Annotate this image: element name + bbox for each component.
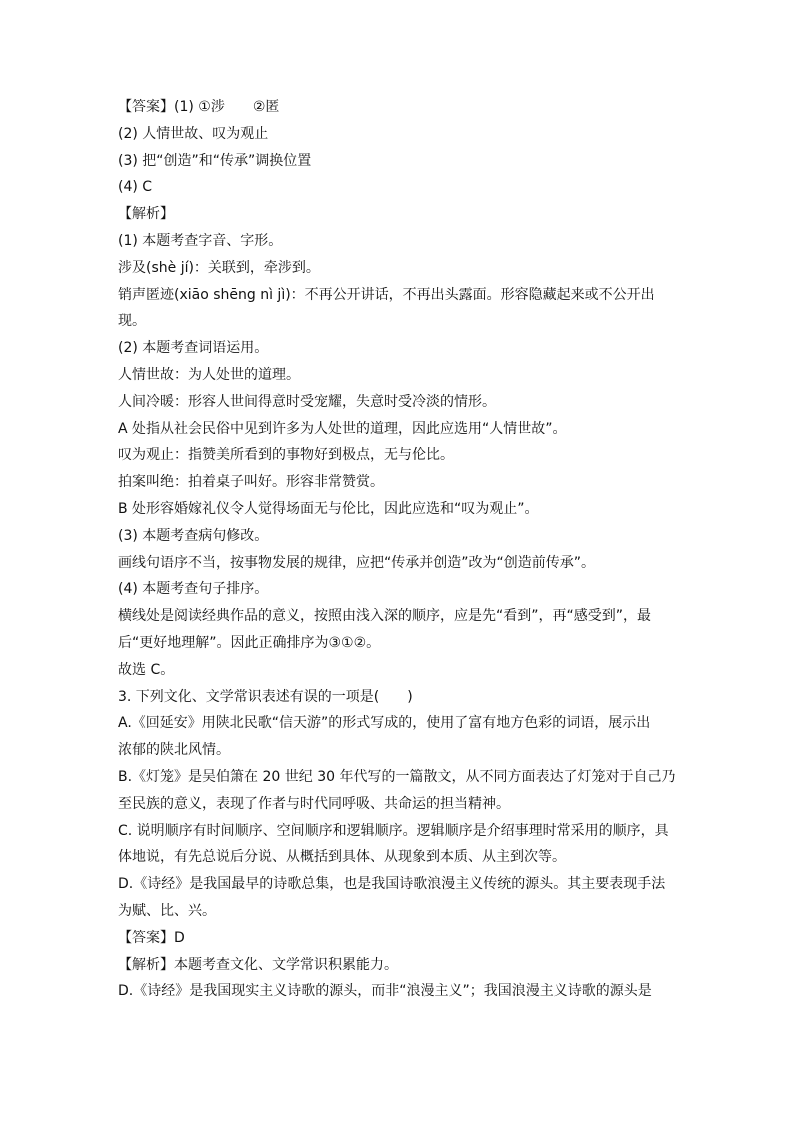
- text-line: 体地说，有先总说后分说、从概括到具体、从现象到本质、从主到次等。: [118, 849, 566, 866]
- document-body: [118, 94, 674, 1005]
- text-line: D.《诗经》是我国最早的诗歌总集，也是我国诗歌浪漫主义传统的源头。其主要表现手法: [118, 876, 666, 893]
- text-line: (3) 本题考查病句修改。: [118, 527, 269, 544]
- text-line: (4) C: [118, 179, 153, 196]
- text-line: 【答案】D: [118, 929, 185, 946]
- text-line: (2) 人情世故、叹为观止: [118, 125, 269, 142]
- text-line: 人间冷暖：形容人世间得意时受宠耀，失意时受冷淡的情形。: [118, 393, 496, 410]
- text-line: 【解析】: [118, 206, 174, 223]
- text-line: 后“更好地理解”。因此正确排序为③①②。: [118, 634, 381, 651]
- text-line: D.《诗经》是我国现实主义诗歌的源头，而非“浪漫主义”；我国浪漫主义诗歌的源头是: [118, 983, 652, 1000]
- text-line: 故选 C。: [118, 661, 175, 678]
- text-line: (1) 本题考查字音、字形。: [118, 232, 283, 249]
- text-line: 横线处是阅读经典作品的意义，按照由浅入深的顺序，应是先“看到”，再“感受到”，最: [118, 608, 652, 625]
- text-line: 叹为观止：指赞美所看到的事物好到极点，无与伦比。: [118, 447, 454, 464]
- text-line: 涉及(shè jí)：关联到，牵涉到。: [118, 259, 320, 276]
- text-line: 拍案叫绝：拍着桌子叫好。形容非常赞赏。: [118, 474, 384, 491]
- text-line: (4) 本题考查句子排序。: [118, 581, 269, 598]
- text-line: 人情世故：为人处世的道理。: [118, 366, 300, 383]
- text-line: 【答案】(1) ①涉 ②匿: [118, 99, 280, 115]
- text-line: A 处指从社会民俗中见到许多为人处世的道理，因此应选用“人情世故”。: [118, 420, 567, 437]
- text-line: (3) 把“创造”和“传承”调换位置: [118, 152, 312, 169]
- text-line: C. 说明顺序有时间顺序、空间顺序和逻辑顺序。逻辑顺序是介绍事理时常采用的顺序，具: [118, 822, 669, 839]
- text-line: B.《灯笼》是吴伯箫在 20 世纪 30 年代写的一篇散文，从不同方面表达了灯笼对于自己乃: [118, 768, 676, 785]
- text-line: B 处形容婚嫁礼仪令人觉得场面无与伦比，因此应选和“叹为观止”。: [118, 500, 539, 517]
- text-line: 为赋、比、兴。: [118, 902, 216, 919]
- text-line: 【解析】本题考查文化、文学常识积累能力。: [118, 956, 398, 973]
- text-line: (2) 本题考查词语运用。: [118, 340, 269, 357]
- text-line: 浓郁的陕北风情。: [118, 742, 230, 759]
- text-line: 3. 下列文化、文学常识表述有误的一项是( ): [118, 688, 413, 705]
- text-line: 销声匿迹(xiāo shēng nì jì)：不再公开讲话，不再出头露面。形容隐藏起来或不公开出: [118, 286, 655, 303]
- text-line: 现。: [118, 313, 146, 330]
- text-line: 画线句语序不当，按事物发展的规律，应把“传承并创造”改为“创造前传承”。: [118, 554, 596, 571]
- text-line: 至民族的意义，表现了作者与时代同呼吸、共命运的担当精神。: [118, 795, 510, 812]
- text-line: A.《回延安》用陕北民歌“信天游”的形式写成的，使用了富有地方色彩的词语，展示出: [118, 715, 651, 732]
